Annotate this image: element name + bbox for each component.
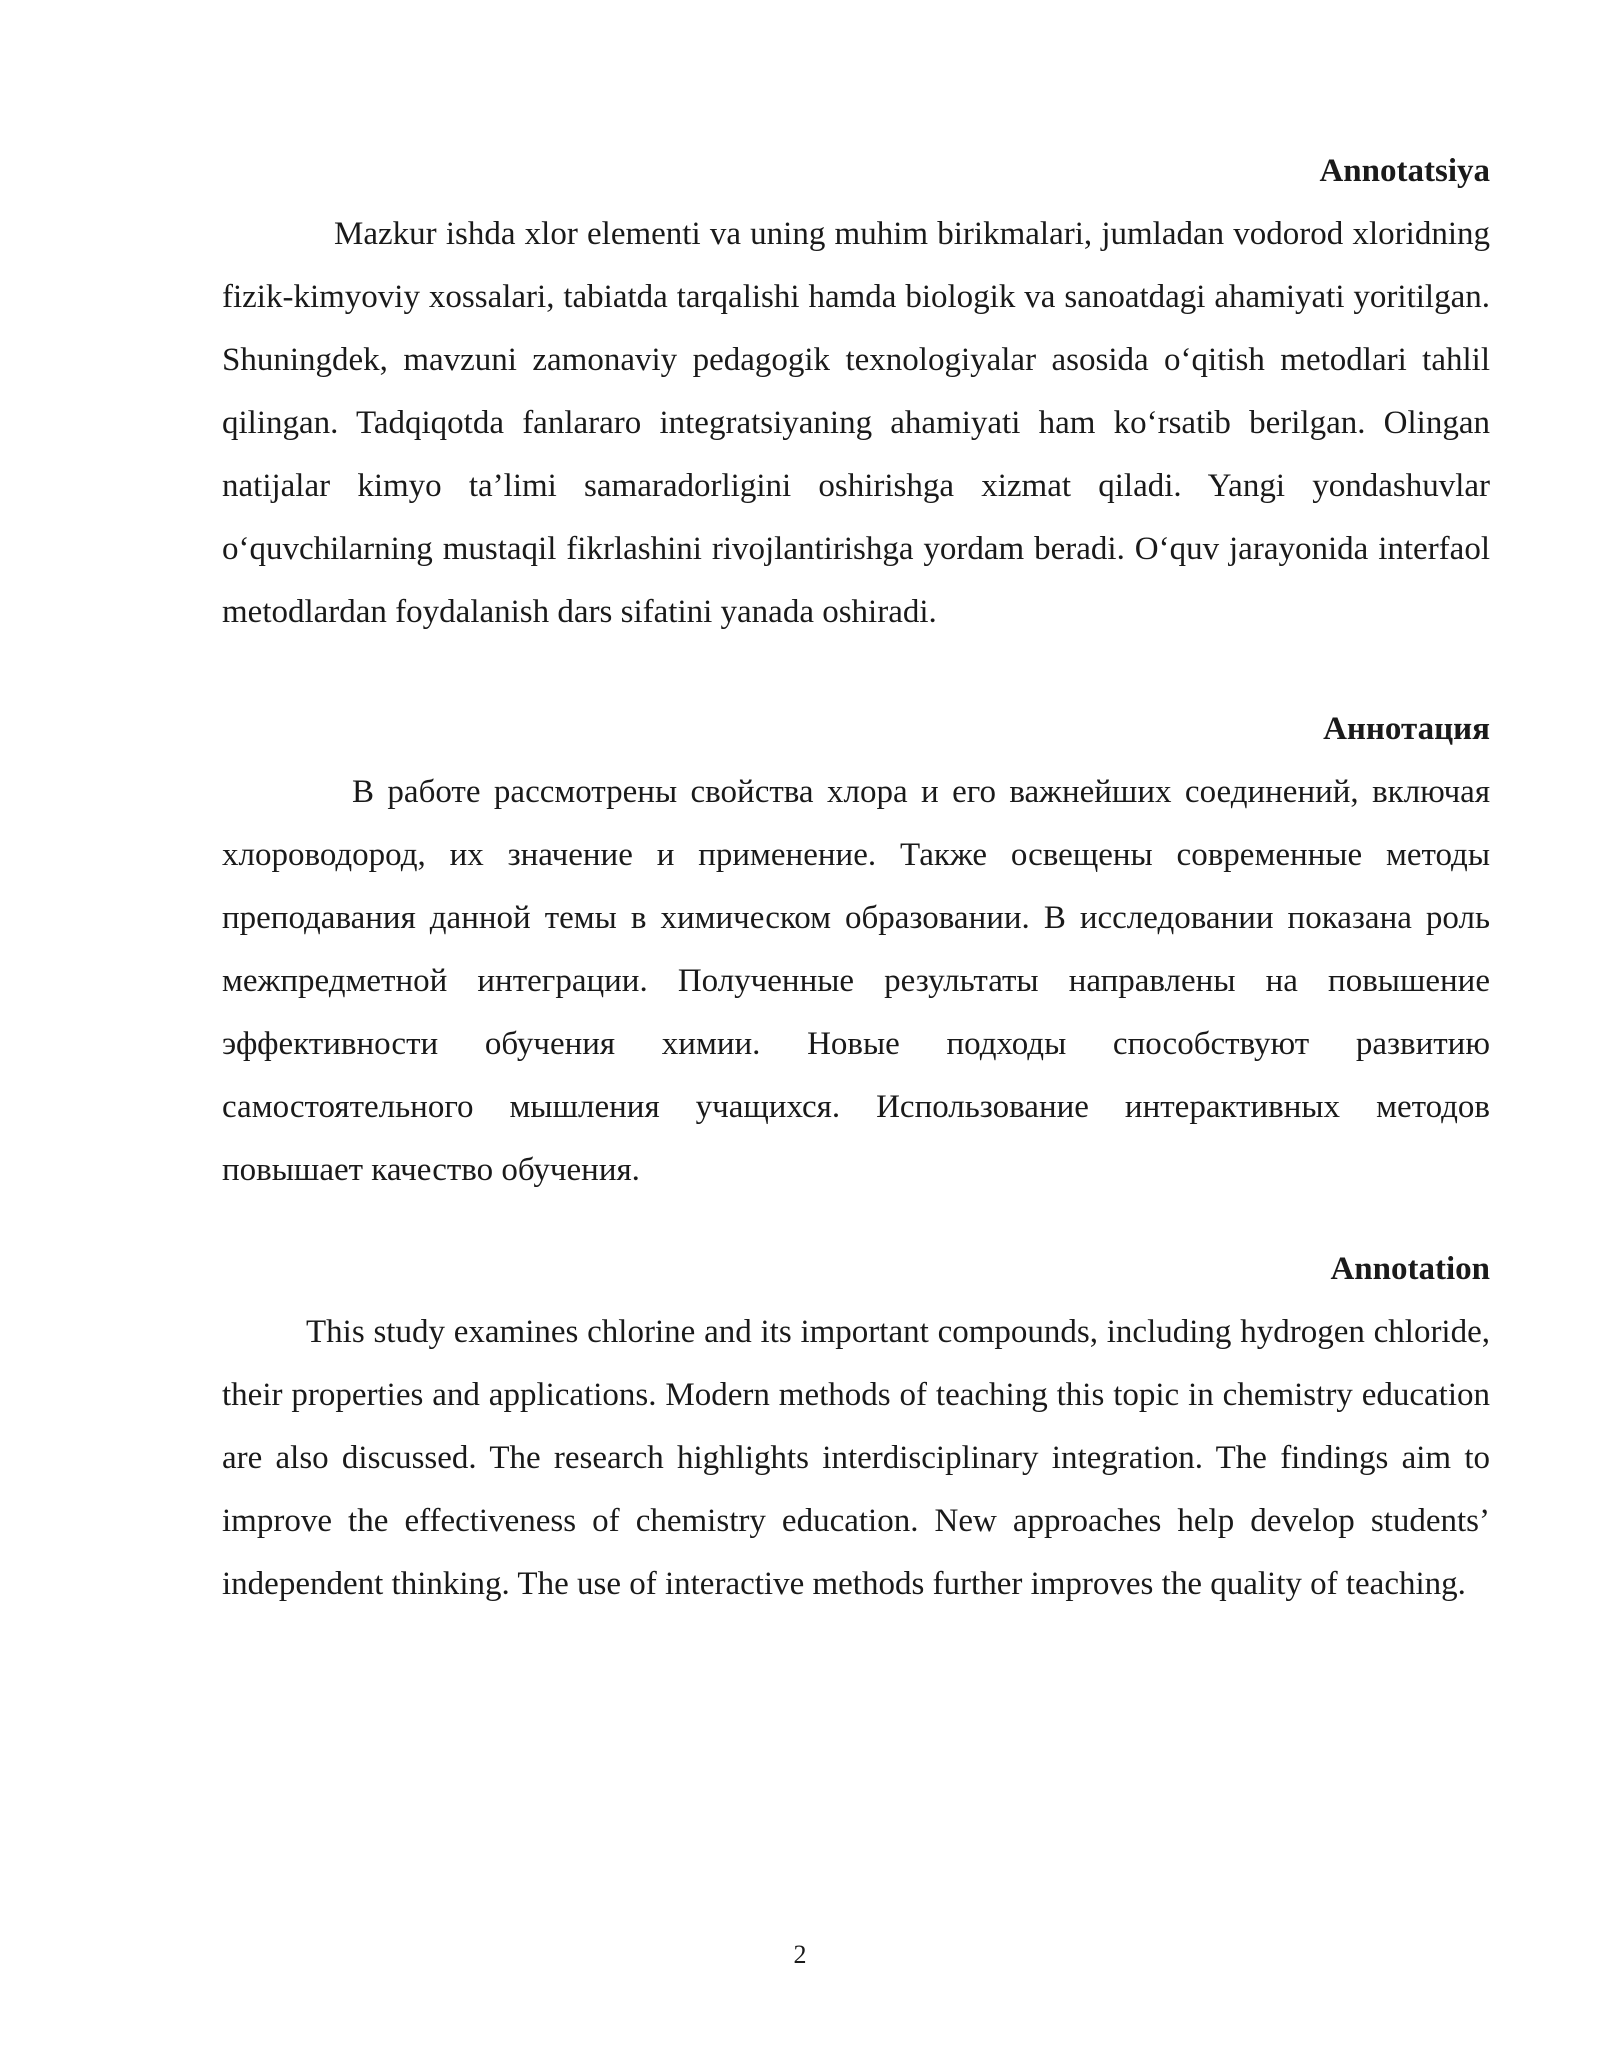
section-paragraph-russian: В работе рассмотрены свойства хлора и его важнейших соединений, включая хлороводород, их значение и применение. Также освещены современные методы преподавания данной темы в химическом образовании. В исследовании показана роль межпредметной интеграции. Полученные результаты направлены на повышение эффективности обучения химии. Новые подходы способствуют развитию самостоятельного мышления учащихся. Использование интерактивных методов повышает качество обучения. (222, 774, 1490, 1188)
page-number: 2 (793, 1940, 807, 1969)
section-heading-english: Annotation (1330, 1251, 1490, 1287)
section-heading-russian: Аннотация (1323, 711, 1490, 747)
document-page (222, 140, 1490, 1616)
annotation-russian (222, 698, 1490, 1202)
annotation-english (222, 1238, 1490, 1616)
section-paragraph-uzbek: Mazkur ishda xlor elementi va uning muhim birikmalari, jumladan vodorod xloridning fizik-kimyoviy xossalari, tabiatda tarqalishi hamda biologik va sanoatdagi ahamiyati yoritilgan. Shuningdek, mavzuni zamonaviy pedagogik texnologiyalar asosida o‘qitish metodlari tahlil qilingan. Tadqiqotda fanlararo integratsiyaning ahamiyati ham ko‘rsatib berilgan. Olingan natijalar kimyo ta’limi samaradorligini oshirishga xizmat qiladi. Yangi yondashuvlar o‘quvchilarning mustaqil fikrlashini rivojlantirishga yordam beradi. O‘quv jarayonida interfaol metodlardan foydalanish dars sifatini yanada oshiradi. (222, 216, 1490, 630)
annotation-uzbek (222, 140, 1490, 644)
section-paragraph-english: This study examines chlorine and its important compounds, including hydrogen chloride, their properties and applications. Modern methods of teaching this topic in chemistry education are also discussed. The research highlights interdisciplinary integration. The findings aim to improve the effectiveness of chemistry education. New approaches help develop students’ independent thinking. The use of interactive methods further improves the quality of teaching. (222, 1314, 1490, 1602)
section-heading-uzbek: Annotatsiya (1319, 153, 1490, 189)
